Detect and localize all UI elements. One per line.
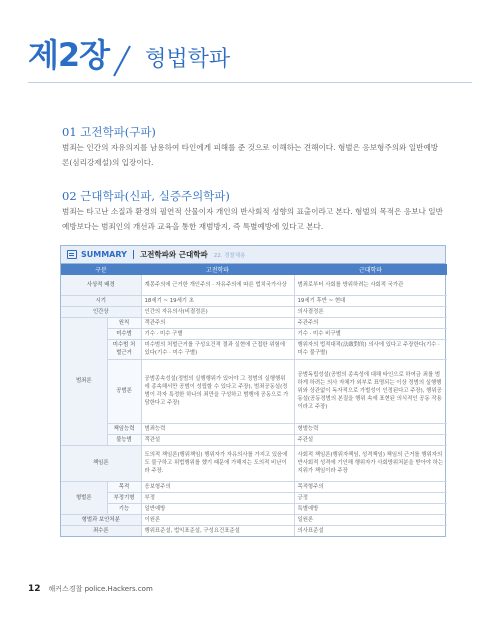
cell-classical: 계몽주의에 근거한 개인주의 · 자유주의에 따른 법치국가사상 (141, 275, 294, 295)
header-classical: 고전학파 (141, 264, 294, 275)
row-category: 범죄론 (61, 317, 107, 445)
cell-modern: 의사결정론 (294, 306, 447, 317)
chapter-title: 형법학파 (145, 47, 231, 72)
header-modern: 근대학파 (294, 264, 447, 275)
cell-modern: 주관설 (294, 434, 447, 445)
cell-classical: 범죄능력 (141, 423, 294, 434)
summary-title: 고전학파와 근대학파 (139, 250, 208, 259)
table-row (61, 525, 447, 536)
cell-classical: 도의적 책임론(행위책임) 행위자가 자유의사를 가지고 있음에도 불구하고 위법행위를 했기 때문에 가해지는 도의적 비난이라 주장. (141, 445, 294, 481)
cell-modern: 의사표준설 (297, 527, 324, 534)
cell-classical: 응보형주의 (141, 481, 294, 492)
cell-modern: 특별예방 (294, 503, 447, 514)
section-title-modern: 02 근대학파(신파, 실증주의학파) (62, 189, 230, 203)
summary-label: SUMMARY (81, 250, 127, 259)
chapter-heading (28, 30, 230, 76)
cell-classical: 부정 (141, 492, 294, 503)
table-row (61, 275, 447, 295)
table-row (61, 295, 447, 306)
row-category: 형벌과 보안처분 (61, 514, 141, 525)
cell-classical: 인간의 자유의사(비결정론) (141, 306, 294, 317)
table-row (61, 359, 447, 423)
cell-modern: 긍정 (294, 492, 447, 503)
header-category: 구분 (61, 264, 141, 275)
row-subcategory: 기능 (107, 503, 141, 514)
table-row (61, 434, 447, 445)
row-subcategory: 미수범 (107, 328, 141, 339)
cell-classical: 기수 · 미수 구별 (141, 328, 294, 339)
summary-box (60, 245, 446, 537)
table-row (61, 339, 447, 359)
table-row (61, 317, 447, 328)
summary-table (61, 264, 447, 536)
cell-classical: 일반예방 (141, 503, 294, 514)
row-category: 시기 (61, 295, 141, 306)
cell-classical: 공범종속성설(정범의 실행행위가 있어야 그 정범의 실행행위에 종속해서만 공범이 성립할 수 있다고 주장), 범죄공동설(정범이 각자 특정한 하나의 죄만을 구성하고 범행에 공동으로 가담한다고 주장) (141, 359, 294, 423)
summary-tag: 22. 경찰채용 (213, 252, 246, 259)
page-number: 12 (28, 584, 41, 594)
cell-modern: 목적형주의 (294, 481, 447, 492)
cell-modern: 주관주의 (294, 317, 447, 328)
table-body (61, 275, 447, 536)
chapter-rule (28, 82, 472, 83)
cell-modern: 형벌능력 (294, 423, 447, 434)
slash-divider (111, 42, 133, 76)
row-category: 사상적 배경 (61, 275, 141, 295)
table-row (61, 481, 447, 492)
cell-classical: 객관설 (141, 434, 294, 445)
footer-text: 해커스경찰 police.Hackers.com (48, 585, 153, 593)
cell-classical: 행위표준설, 법익표준설, 구성요건표준설 (141, 525, 294, 536)
row-subcategory: 부정기형 (107, 492, 141, 503)
cell-modern: 범죄로부터 사회를 방위하려는 사회적 국가관 (294, 275, 447, 295)
cell-classical: 객관주의 (141, 317, 294, 328)
table-row (61, 514, 447, 525)
row-category: 인간상 (61, 306, 141, 317)
row-category: 책임론 (61, 445, 141, 481)
cell-modern: 기수 · 미수 비구별 (294, 328, 447, 339)
cell-modern: 사회적 책임론(행위자책임, 성격책임) 책임의 근거를 행위자의 반사회적 성격에 기인해 행위자가 사회방위처분을 받아야 하는 지위가 책임이라 주장 (294, 445, 447, 481)
row-category: 죄수론 (61, 525, 141, 536)
cell-classical: 18세기 ~ 19세기 초 (141, 295, 294, 306)
page-footer (28, 584, 153, 594)
cell-classical: 미수범의 처벌근거를 구성요건적 결과 실현에 근접한 위험에 있다(기수 · 미수 구별) (141, 339, 294, 359)
cell-modern: 공범독립성설(공범의 종속성에 대해 타인으로 하여금 죄를 범하게 하려는 의사 자체가 외부로 표명되는 이상 정범의 실행행위와 상관없이 독자적으로 가벌성이 인정된다고 주장), 행위공동설(공동정범의 본질을 행위 속에 표현된 의식적인 공동 작용이라고 주장) (294, 359, 447, 423)
cell-modern: 19세기 후반 ~ 현대 (294, 295, 447, 306)
summary-divider (133, 250, 134, 259)
table-row (61, 503, 447, 514)
table-row (61, 492, 447, 503)
summary-header (61, 246, 445, 264)
row-subcategory: 공범론 (107, 359, 141, 423)
table-row (61, 445, 447, 481)
row-subcategory: 불능범 (107, 434, 141, 445)
row-subcategory: 미수범 처벌근거 (107, 339, 141, 359)
chapter-number: 제2장 (28, 36, 110, 74)
section-body-modern: 범죄는 타고난 소질과 환경의 필연적 산물이자 개인의 반사회적 성향의 표출이라고 본다. 형벌의 목적은 응보나 일반예방보다는 범죄인의 개선과 교육을 통한 재범방지, 즉 특별예방에 있다고 본다. (62, 207, 443, 231)
table-row (61, 328, 447, 339)
cell-modern: 일원론 (294, 514, 447, 525)
cell-classical: 이원론 (141, 514, 294, 525)
summary-icon (67, 250, 77, 259)
row-category: 형벌론 (61, 481, 107, 514)
cell-modern: 행위자의 법적대적(法敵對的) 의사에 있다고 주장한다(기수 · 미수 불구별) (294, 339, 447, 359)
row-subcategory: 목적 (107, 481, 141, 492)
section-title-classical: 01 고전학파(구파) (62, 125, 156, 139)
row-subcategory: 원칙 (107, 317, 141, 328)
section-body-classical: 범죄는 인간의 자유의지를 남용하여 타인에게 피해를 준 것으로 이해하는 견해이다. 형벌은 응보형주의와 일반예방론(심리강제설)의 입장이다. (62, 143, 439, 167)
row-subcategory: 책임능력 (107, 423, 141, 434)
table-row (61, 423, 447, 434)
table-header-row (61, 264, 447, 275)
table-row (61, 306, 447, 317)
